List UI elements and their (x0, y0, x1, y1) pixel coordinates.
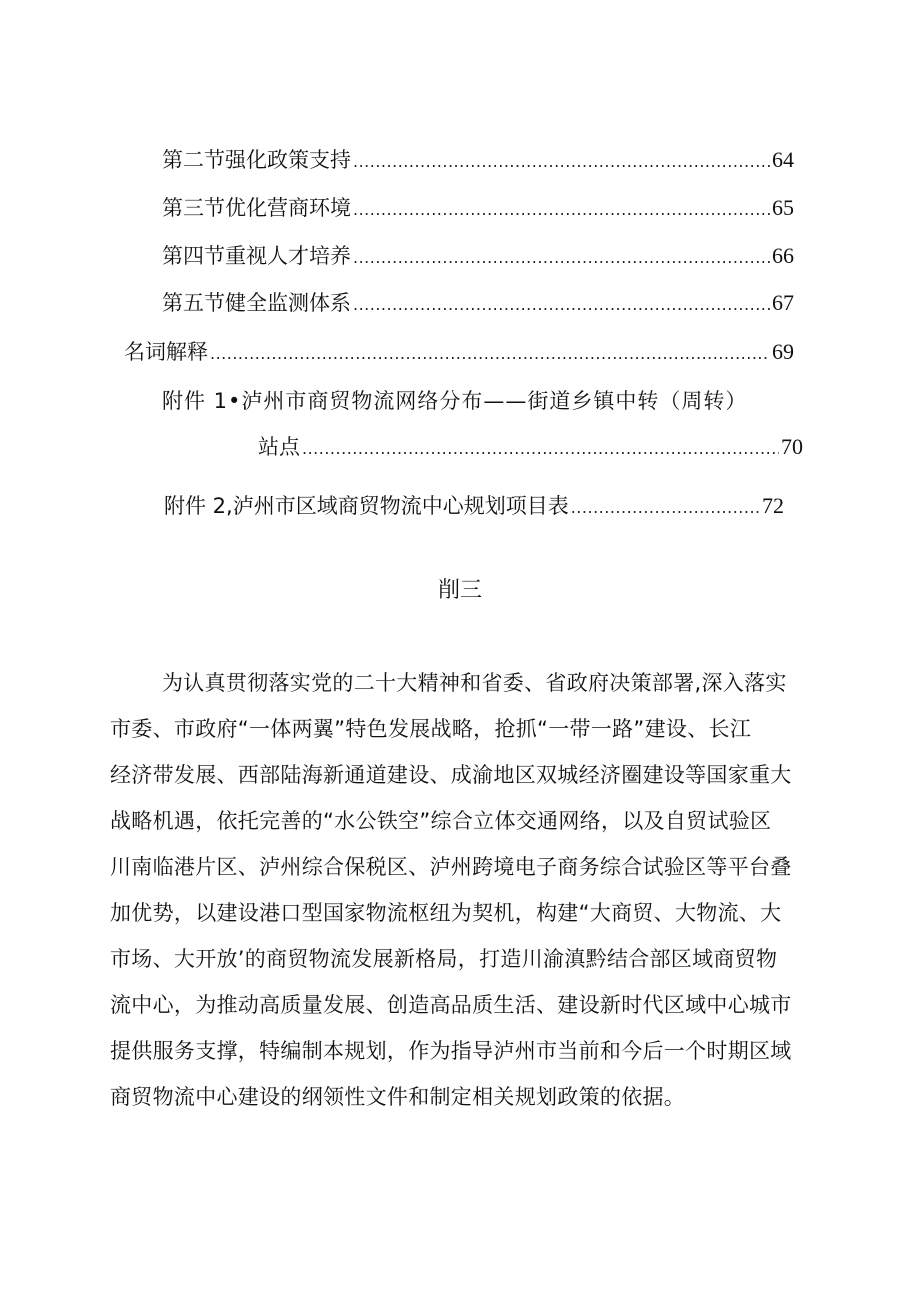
preface-line: 经济带发展、西部陆海新通道建设、成渝地区双城经济圈建设等国家重大 (110, 763, 792, 787)
toc-entry-page: 70 (781, 434, 803, 459)
preface-line: 市委、市政府“一体两翼”特色发展战略，抢抓“一带一路”建设、长江 (110, 717, 752, 741)
toc-entry-page: 66 (772, 243, 794, 268)
preface-line: 提供服务支撑，特编制本规划，作为指导泸州市当前和今后一个时期区域 (110, 1039, 792, 1063)
toc-appendix2[interactable] (164, 491, 784, 523)
toc-entry-page: 65 (772, 195, 794, 220)
toc-leader-dots (353, 290, 770, 320)
toc-entry-label: 第二节强化政策支持 (162, 148, 351, 172)
toc-leader-dots (353, 147, 770, 177)
preface-line: 战略机遇，依托完善的“水公铁空”综合立体交通网络，以及自贸试验区 (110, 809, 772, 833)
preface-line: 商贸物流中心建设的纲领性文件和制定相关规划政策的依据。 (110, 1085, 686, 1109)
toc-appendix1-line2[interactable] (258, 432, 803, 464)
toc-leader-dots (302, 434, 779, 464)
preface-heading: 削三 (437, 578, 482, 603)
toc-entry-page: 64 (772, 147, 794, 172)
toc-entry[interactable] (124, 337, 794, 369)
toc-entry[interactable] (162, 241, 794, 273)
toc-leader-dots (210, 339, 770, 369)
toc-leader-dots (353, 195, 770, 225)
toc-entry-page: 72 (762, 493, 784, 518)
toc-entry-label: 站点 (258, 435, 300, 459)
toc-entry[interactable] (162, 193, 794, 225)
toc-entry-label: 第四节重视人才培养 (162, 244, 351, 268)
toc-entry-page: 69 (772, 339, 794, 364)
toc-leader-dots (353, 243, 770, 273)
preface-line: 流中心，为推动高质量发展、创造高品质生活、建设新时代区域中心城市 (110, 993, 792, 1017)
preface-line: 川南临港片区、泸州综合保税区、泸州跨境电子商务综合试验区等平台叠 (110, 855, 792, 879)
toc-entry-label: 第三节优化营商环境 (162, 196, 351, 220)
preface-line: 市场、大开放’的商贸物流发展新格局，打造川渝滇黔结合部区域商贸物 (110, 947, 778, 971)
toc-entry-label: 附件 2,泸州市区域商贸物流中心规划项目表 (164, 494, 569, 518)
toc-entry-page: 67 (772, 290, 794, 315)
toc-appendix1-line1[interactable]: 附件 1•泸州市商贸物流网络分布——街道乡镇中转（周转） (162, 389, 748, 413)
toc-entry-label: 第五节健全监测体系 (162, 291, 351, 315)
toc-entry[interactable] (162, 288, 794, 320)
preface-line: 加优势，以建设港口型国家物流枢纽为契机，构建“大商贸、大物流、大 (110, 901, 782, 925)
preface-line: 为认真贯彻落实党的二十大精神和省委、省政府决策部署,深入落实 (162, 671, 787, 695)
toc-entry[interactable] (162, 145, 794, 177)
toc-entry-label: 名词解释 (124, 340, 208, 364)
preface-body (110, 660, 810, 1120)
toc-leader-dots (571, 493, 760, 523)
